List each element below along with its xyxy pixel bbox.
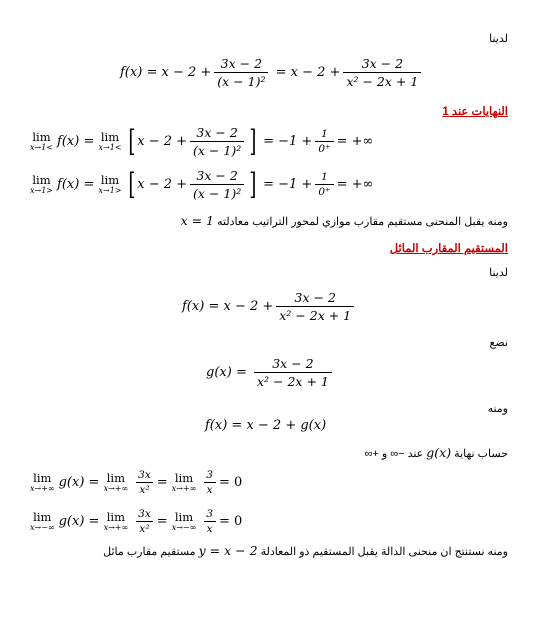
- oblique-asymptote-conclusion: ومنه نستنتج ان منحنى الدالة يقبل المستقيم ذو المعادلة y = x − 2 مستقيم مقارب مائل: [103, 543, 508, 558]
- denominator: (x − 1)²: [214, 72, 268, 89]
- vertical-asymptote-equation: x = 1: [180, 213, 214, 228]
- oblique-asymptote-equation: y = x − 2: [198, 543, 258, 558]
- limits-intro: حساب نهاية g(x) عند −∞ و +∞: [364, 445, 508, 460]
- limit-right-of-1: lim x→1> f(x) = lim x→1> [ x − 2 + $\frac{3x - 2}{\text{(x − 1)²}}$ ] = −1 + $\frac{1}{0^+}$ = +∞: [30, 166, 374, 202]
- limit-minus-infinity: lim x→−∞ g(x) = lim x→+∞ $\frac{3x}{\text{x²}}$ = lim x→−∞ $\frac{3}{x}$ = 0: [30, 508, 243, 535]
- linear-part: x − 2 +: [290, 65, 341, 80]
- numerator: 3x − 2: [220, 56, 263, 71]
- numerator: 3x − 2: [361, 56, 404, 71]
- equation-f-definition: [120, 56, 424, 89]
- linear-part: x − 2 +: [161, 65, 212, 80]
- vertical-asymptote-conclusion: ومنه يقبل المنحنى مستقيم مقارب موازي لمحور التراتيب معادلته x = 1: [180, 213, 508, 228]
- f-of-x: f(x): [120, 65, 143, 80]
- equals-sign: =: [146, 65, 158, 80]
- fraction-poly-denominator: [343, 56, 421, 89]
- denominator: x² − 2x + 1: [343, 72, 421, 89]
- equation-f-sum: f(x) = x − 2 + g(x): [205, 418, 327, 433]
- limit-operator: lim x→1>: [98, 172, 122, 195]
- equation-g-definition: g(x) = $\frac{3x - 2}{\text{x² − 2x + 1}}$: [206, 356, 335, 389]
- section-heading-oblique: المستقيم المقارب المائل: [389, 243, 508, 255]
- limit-plus-infinity: lim x→+∞ g(x) = lim x→+∞ $\frac{3x}{\text{x²}}$ = lim x→+∞ $\frac{3}{x}$ = 0: [30, 469, 243, 496]
- limit-left-of-1: lim x→1< f(x) = lim x→1< [ x − 2 + $\frac{3x - 2}{\text{(x − 1)²}}$ ] = −1 + $\frac{1}{0^+}$ = +∞: [30, 123, 374, 159]
- section-heading-limits: النهايات عند 1: [442, 106, 508, 118]
- equals-sign: =: [275, 65, 287, 80]
- equation-f-poly: f(x) = x − 2 + $\frac{3x - 2}{\text{x² − 2x + 1}}$: [182, 290, 357, 323]
- intro-label: لدينا: [489, 33, 508, 45]
- set-label: نضع: [489, 337, 508, 349]
- limit-operator: lim x→1>: [30, 172, 54, 195]
- fraction-squared-denominator: [214, 56, 268, 89]
- limit-operator: lim x→1<: [30, 129, 54, 152]
- limit-operator: lim x→1<: [98, 129, 122, 152]
- therefore-label: ومنه: [487, 403, 508, 415]
- intro-label-2: لدينا: [489, 267, 508, 279]
